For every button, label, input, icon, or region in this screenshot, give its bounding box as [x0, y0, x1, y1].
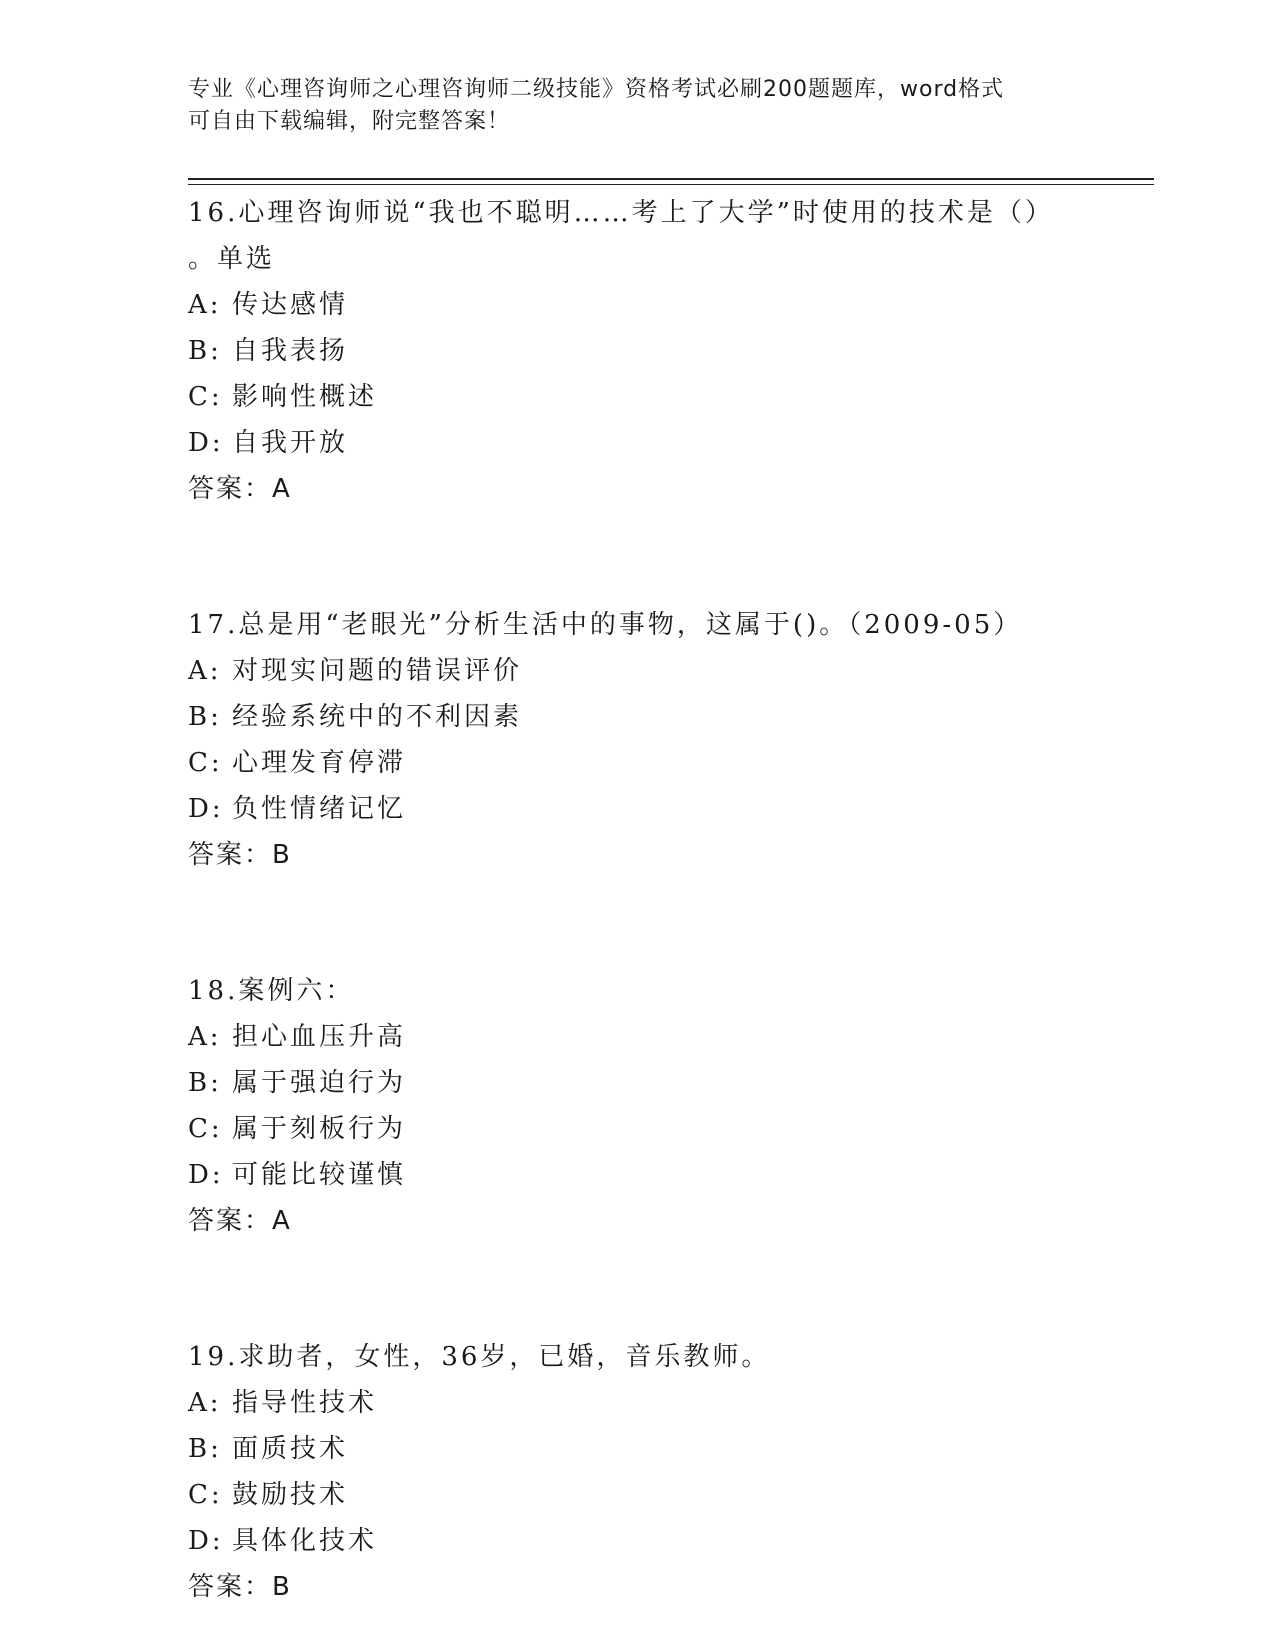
- option-text: 鼓励技术: [232, 1480, 349, 1510]
- option-letter: A:: [188, 1388, 222, 1418]
- option-d: [188, 1152, 1148, 1198]
- option-letter: A:: [188, 656, 222, 686]
- question-stem: 19.求助者，女性，36岁，已婚，音乐教师。: [188, 1342, 771, 1372]
- option-a: [188, 1380, 1148, 1426]
- option-text: 具体化技术: [232, 1526, 378, 1556]
- question-17: [188, 602, 1148, 878]
- header-line-2: 可自由下载编辑，附完整答案！: [188, 109, 511, 134]
- option-letter: D:: [188, 794, 224, 824]
- option-b: [188, 1060, 1148, 1106]
- header-divider-thick: [188, 178, 1154, 180]
- option-text: 属于强迫行为: [232, 1068, 407, 1098]
- question-stem: 17.总是用“老眼光”分析生活中的事物，这属于()。（2009-05）: [188, 610, 1023, 640]
- option-text: 属于刻板行为: [232, 1114, 407, 1144]
- option-a: [188, 282, 1148, 328]
- question-16: [188, 190, 1148, 512]
- option-a: [188, 648, 1148, 694]
- question-spacer: [188, 878, 1148, 968]
- header-line-1: 专业《心理咨询师之心理咨询师二级技能》资格考试必刷200题题库，word格式: [188, 77, 1005, 102]
- option-text: 心理发育停滞: [232, 748, 407, 778]
- option-text: 可能比较谨慎: [232, 1160, 407, 1190]
- option-b: [188, 328, 1148, 374]
- option-c: [188, 1106, 1148, 1152]
- option-letter: D:: [188, 1160, 224, 1190]
- header-divider-thin: [188, 184, 1154, 185]
- option-d: [188, 1518, 1148, 1564]
- option-text: 传达感情: [232, 290, 349, 320]
- option-c: [188, 374, 1148, 420]
- option-letter: A:: [188, 1022, 222, 1052]
- option-text: 担心血压升高: [232, 1022, 407, 1052]
- option-c: [188, 740, 1148, 786]
- option-text: 自我开放: [232, 428, 349, 458]
- question-stem: 16.心理咨询师说“我也不聪明……考上了大学”时使用的技术是（）: [188, 198, 1054, 228]
- option-d: [188, 420, 1148, 466]
- option-letter: B:: [188, 702, 222, 732]
- answer-line: 答案：A: [188, 474, 292, 504]
- option-b: [188, 694, 1148, 740]
- option-letter: C:: [188, 1114, 223, 1144]
- question-spacer: [188, 1244, 1148, 1334]
- option-d: [188, 786, 1148, 832]
- answer-line: 答案：A: [188, 1206, 292, 1236]
- answer-line: 答案：B: [188, 840, 292, 870]
- question-stem-continued: 。单选: [188, 244, 276, 274]
- option-text: 自我表扬: [232, 336, 349, 366]
- option-letter: C:: [188, 382, 223, 412]
- option-text: 面质技术: [232, 1434, 349, 1464]
- option-text: 对现实问题的错误评价: [232, 656, 523, 686]
- option-text: 指导性技术: [232, 1388, 378, 1418]
- option-text: 影响性概述: [232, 382, 378, 412]
- option-c: [188, 1472, 1148, 1518]
- option-b: [188, 1426, 1148, 1472]
- document-header: [188, 74, 1068, 138]
- option-a: [188, 1014, 1148, 1060]
- option-letter: A:: [188, 290, 222, 320]
- option-text: 经验系统中的不利因素: [232, 702, 523, 732]
- option-letter: D:: [188, 1526, 224, 1556]
- question-spacer: [188, 512, 1148, 602]
- answer-line: 答案：B: [188, 1572, 292, 1602]
- option-letter: B:: [188, 336, 222, 366]
- question-list: [188, 190, 1148, 1610]
- question-stem: 18.案例六：: [188, 976, 355, 1006]
- option-letter: C:: [188, 748, 223, 778]
- option-letter: C:: [188, 1480, 223, 1510]
- option-letter: D:: [188, 428, 224, 458]
- option-text: 负性情绪记忆: [232, 794, 407, 824]
- question-18: [188, 968, 1148, 1244]
- option-letter: B:: [188, 1068, 222, 1098]
- option-letter: B:: [188, 1434, 222, 1464]
- question-19: [188, 1334, 1148, 1610]
